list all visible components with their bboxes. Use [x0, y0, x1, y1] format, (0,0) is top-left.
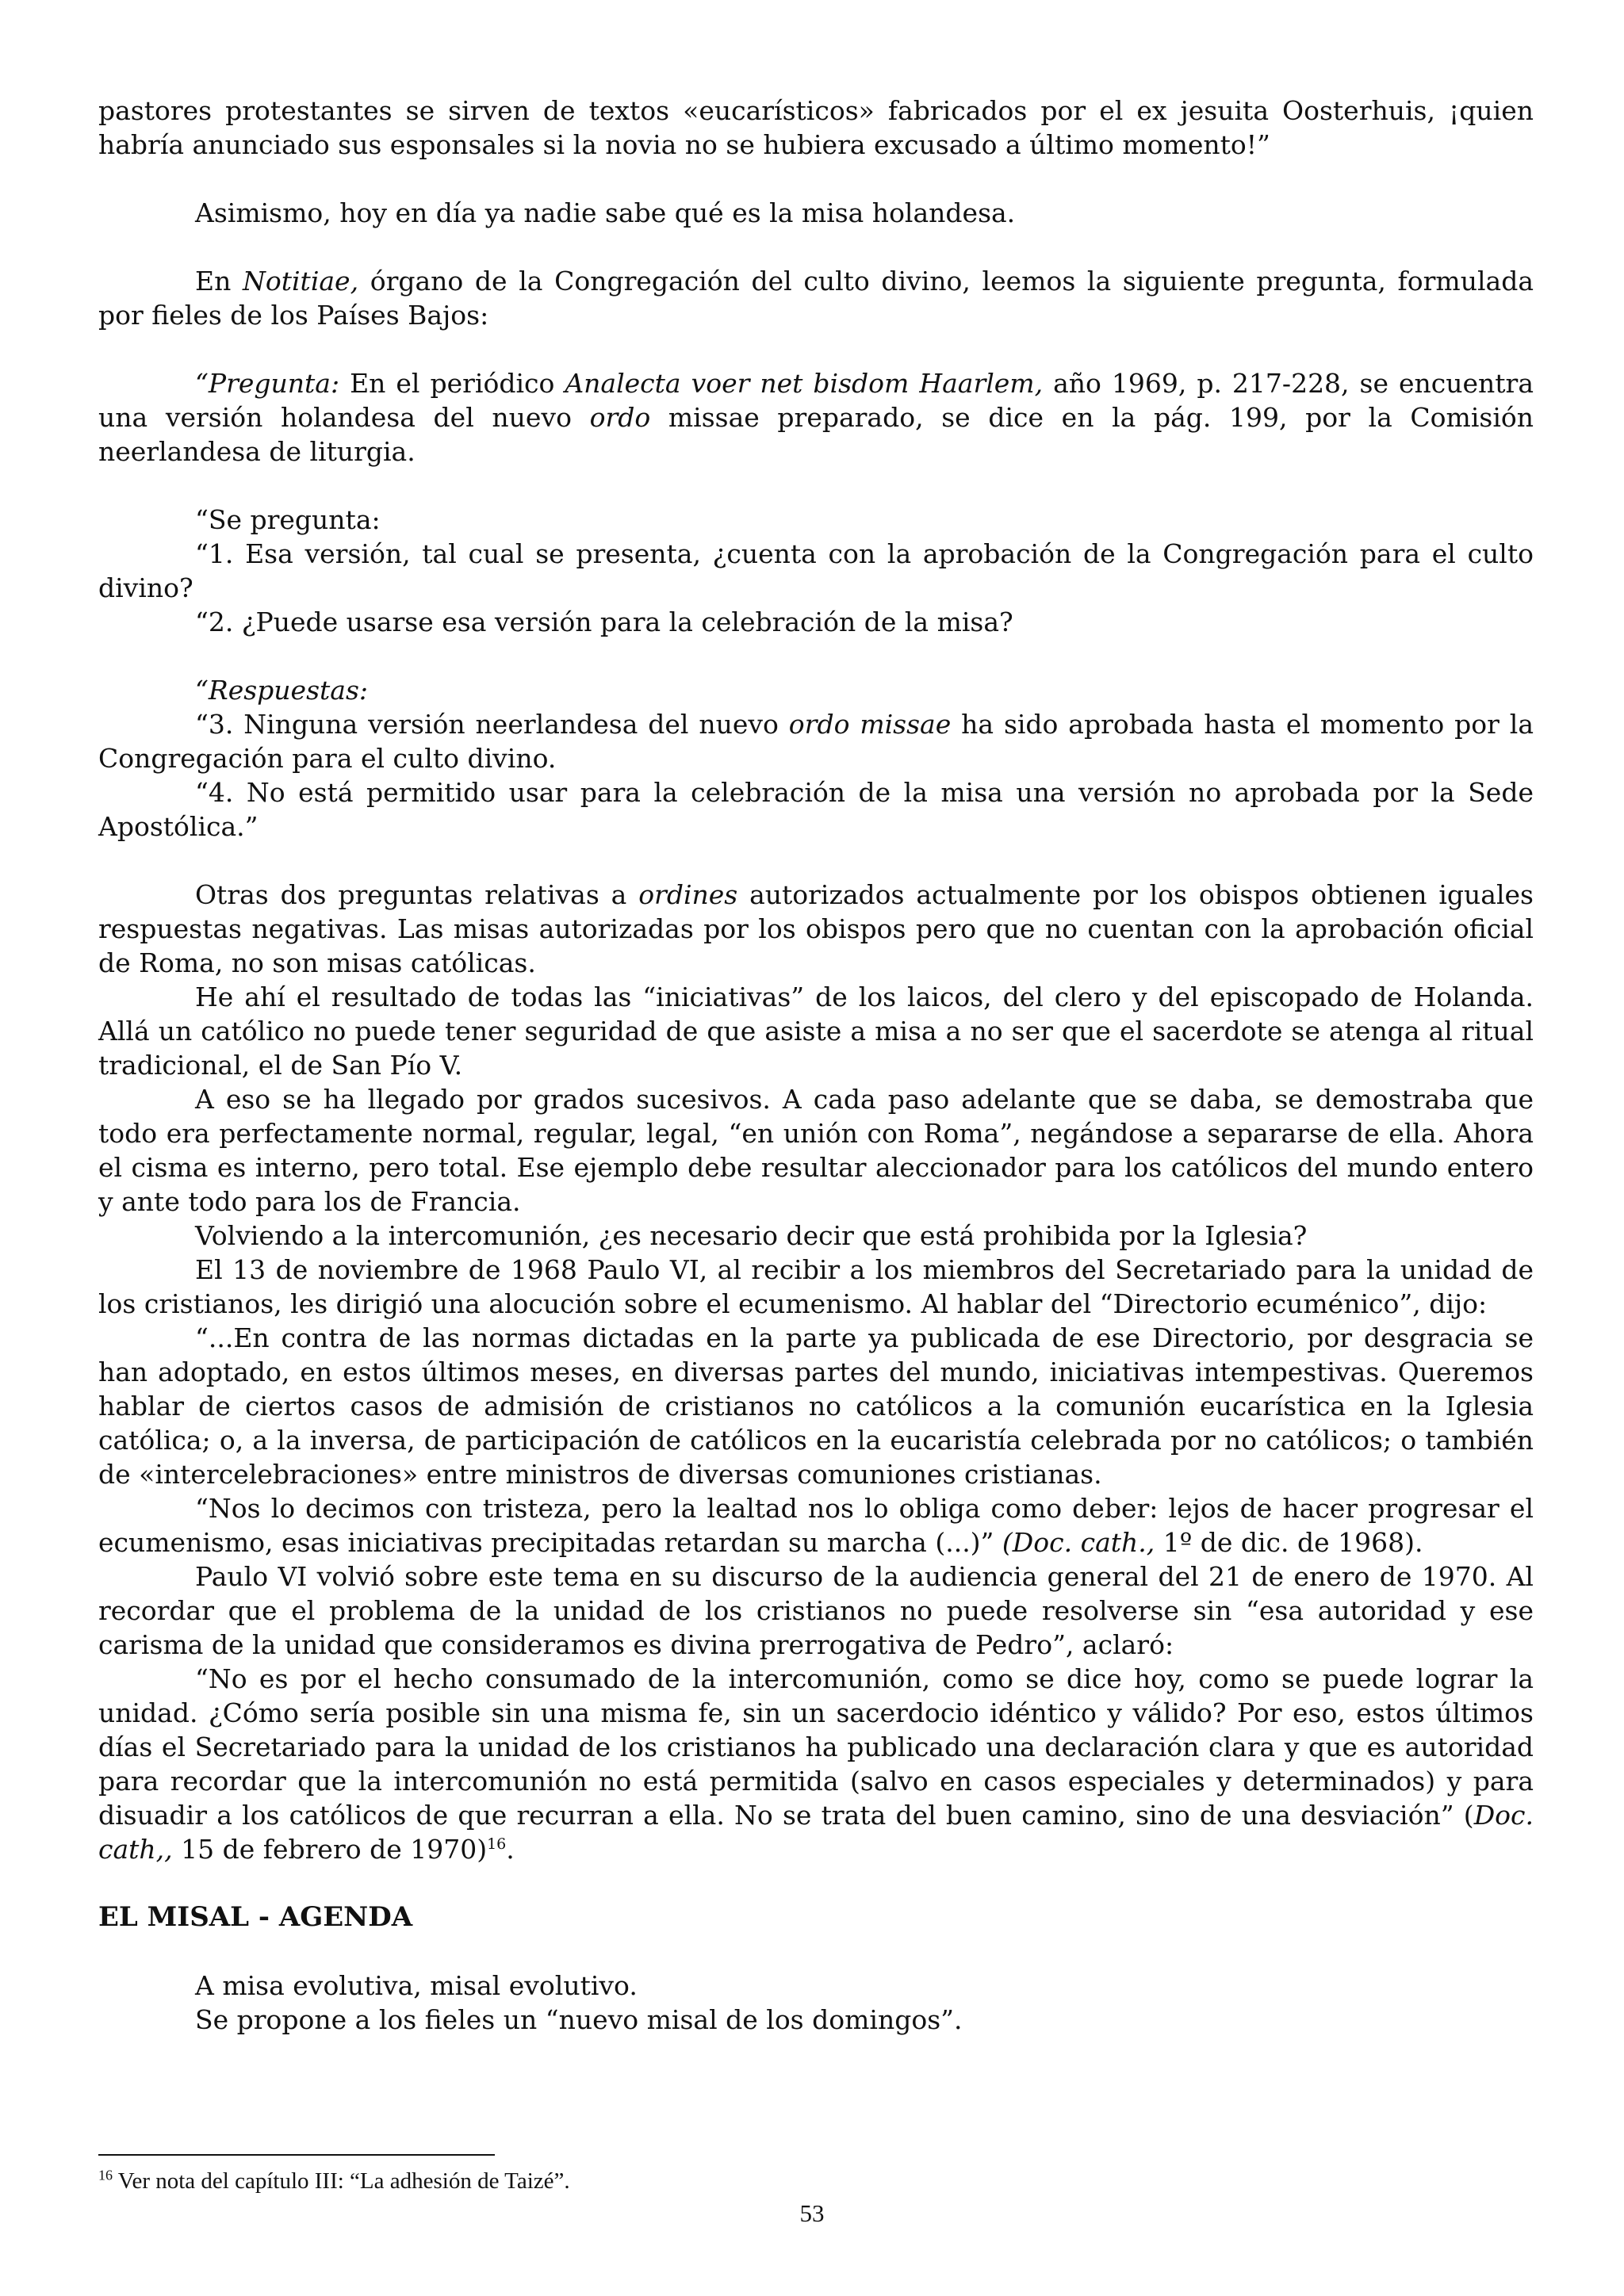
text-run: Otras dos preguntas relativas a — [195, 879, 639, 910]
text-run: Se propone a los fieles un “nuevo misal de los domingos”. — [195, 2004, 963, 2035]
paragraph — [98, 1253, 1534, 1321]
italic-text: “Pregunta: — [195, 368, 340, 399]
text-run: autorizados actualmente por los obispos obtienen iguales respuestas negativas. Las misas autorizadas por los obispos pero que no cuentan con la aprobación oficial de Roma, no son misas católicas. — [98, 879, 1534, 978]
paragraph — [98, 1559, 1534, 1662]
text-run: “Se pregunta: — [195, 504, 381, 535]
section-heading — [98, 1900, 1534, 1934]
text-run: A eso se ha llegado por grados sucesivos. A cada paso adelante que se daba, se demostraba que todo era perfectamente normal, regular, legal, “en unión con Roma”, negándose a separarse de ella. Ahora el cisma es interno, pero total. Ese ejemplo debe resultar aleccionador para los católicos del mundo entero y ante todo para los de Francia. — [98, 1084, 1534, 1217]
paragraph — [98, 673, 1534, 707]
paragraph — [98, 1321, 1534, 1491]
text-run: Volviendo a la intercomunión, ¿es necesario decir que está prohibida por la Iglesia? — [195, 1220, 1308, 1251]
footnote-reference: 16 — [487, 1835, 507, 1853]
text-run: missae preparado, se dice en la pág. 199, por la Comisión neerlandesa de liturgia. — [98, 402, 1534, 467]
text-run: Asimismo, hoy en día ya nadie sabe qué es la misa holandesa. — [195, 197, 1016, 228]
paragraph — [98, 1219, 1534, 1253]
italic-text: “Respuestas: — [195, 675, 369, 706]
italic-text: ordo — [589, 402, 651, 433]
text-run: En — [195, 266, 243, 297]
text-run: “2. ¿Puede usarse esa versión para la celebración de la misa? — [195, 607, 1013, 637]
paragraph — [98, 264, 1534, 332]
text-run: EL MISAL - AGENDA — [98, 1901, 413, 1933]
text-run: . — [506, 1834, 515, 1865]
paragraph — [98, 1491, 1534, 1559]
text-run: “Nos lo decimos con tristeza, pero la lealtad nos lo obliga como deber: lejos de hacer progresar el ecumenismo, esas iniciativas precipitadas retardan su marcha (...)” — [98, 1493, 1534, 1558]
paragraph — [98, 775, 1534, 844]
text-run: “4. No está permitido usar para la celebración de la misa una versión no aprobada por la Sede Apostólica.” — [98, 777, 1534, 842]
paragraph — [98, 605, 1534, 639]
text-run: “1. Esa versión, tal cual se presenta, ¿cuenta con la aprobación de la Congregación para el culto divino? — [98, 538, 1534, 603]
body-text — [98, 94, 1534, 2037]
footnote-number: 16 — [98, 2167, 113, 2183]
paragraph — [98, 366, 1534, 469]
paragraph — [98, 196, 1534, 230]
paragraph — [98, 878, 1534, 980]
footnote — [98, 2166, 1526, 2196]
text-run: pastores protestantes se sirven de textos «eucarísticos» fabricados por el ex jesuita Oosterhuis, ¡quien habría anunciado sus esponsales si la novia no se hubiera excusado a último momento!” — [98, 95, 1534, 160]
footnote-text: Ver nota del capítulo III: “La adhesión de Taizé”. — [113, 2168, 570, 2194]
text-run: “3. Ninguna versión neerlandesa del nuevo — [195, 709, 789, 740]
italic-text: Analecta voer net bisdom Haarlem, — [565, 368, 1044, 399]
text-run: órgano de la Congregación del culto divino, leemos la siguiente pregunta, formulada por fieles de los Países Bajos: — [98, 266, 1534, 331]
text-run: “...En contra de las normas dictadas en la parte ya publicada de ese Directorio, por desgracia se han adoptado, en estos últimos meses, en diversas partes del mundo, iniciativas intempestivas. Queremos hablar de ciertos casos de admisión de cristianos no católicos a la comunión eucarística en la Iglesia católica; o, a la inversa, de participación de católicos en la eucaristía celebrada por no católicos; o también de «intercelebraciones» entre ministros de diversas comuniones cristianas. — [98, 1322, 1534, 1490]
page-number: 53 — [799, 2199, 825, 2227]
paragraph — [98, 2003, 1534, 2037]
text-run: 15 de febrero de 1970) — [172, 1834, 488, 1865]
paragraph — [98, 1662, 1534, 1866]
text-run: A misa evolutiva, misal evolutivo. — [195, 1970, 638, 2001]
text-run: año 1969, p. 217-228, se encuentra una versión holandesa del nuevo — [98, 368, 1534, 433]
paragraph — [98, 1082, 1534, 1219]
italic-text: ordo missae — [788, 709, 952, 740]
text-run: 1º de dic. de 1968). — [1155, 1527, 1423, 1558]
text-run: En el periódico — [339, 368, 565, 399]
text-run: Paulo VI volvió sobre este tema en su discurso de la audiencia general del 21 de enero de 1970. Al recordar que el problema de la unidad de los cristianos no puede resolverse sin “esa autoridad y ese carisma de la unidad que consideramos es divina prerrogativa de Pedro”, aclaró: — [98, 1561, 1534, 1660]
paragraph — [98, 980, 1534, 1082]
text-run: He ahí el resultado de todas las “iniciativas” de los laicos, del clero y del episcopado de Holanda. Allá un católico no puede tener seguridad de que asiste a misa a no ser que el sacerdote se atenga al ritual tradicional, el de San Pío V. — [98, 982, 1534, 1081]
text-run: “No es por el hecho consumado de la intercomunión, como se dice hoy, como se puede lograr la unidad. ¿Cómo sería posible sin una misma fe, sin un sacerdocio idéntico y válido? Por eso, estos últimos días el Secretariado para la unidad de los cristianos ha publicado una declaración clara y que es autoridad para recordar que la intercomunión no está permitida (salvo en casos especiales y determinados) y para disuadir a los católicos de que recurran a ella. No se trata del buen camino, sino de una desviación” ( — [98, 1663, 1534, 1831]
text-run: ha sido aprobada hasta el momento por la Congregación para el culto divino. — [98, 709, 1534, 774]
italic-text: Notitiae, — [243, 266, 359, 297]
italic-text: ordines — [638, 879, 738, 910]
italic-text: Doc. cath,, — [98, 1800, 1534, 1865]
paragraph — [98, 707, 1534, 775]
paragraph — [98, 1969, 1534, 2003]
footnote-separator — [98, 2154, 495, 2156]
paragraph — [98, 503, 1534, 537]
paragraph — [98, 94, 1534, 162]
text-run: El 13 de noviembre de 1968 Paulo VI, al recibir a los miembros del Secretariado para la unidad de los cristianos, les dirigió una alocución sobre el ecumenismo. Al hablar del “Directorio ecuménico”, dijo: — [98, 1254, 1534, 1319]
paragraph — [98, 537, 1534, 605]
italic-text: (Doc. cath., — [1002, 1527, 1155, 1558]
